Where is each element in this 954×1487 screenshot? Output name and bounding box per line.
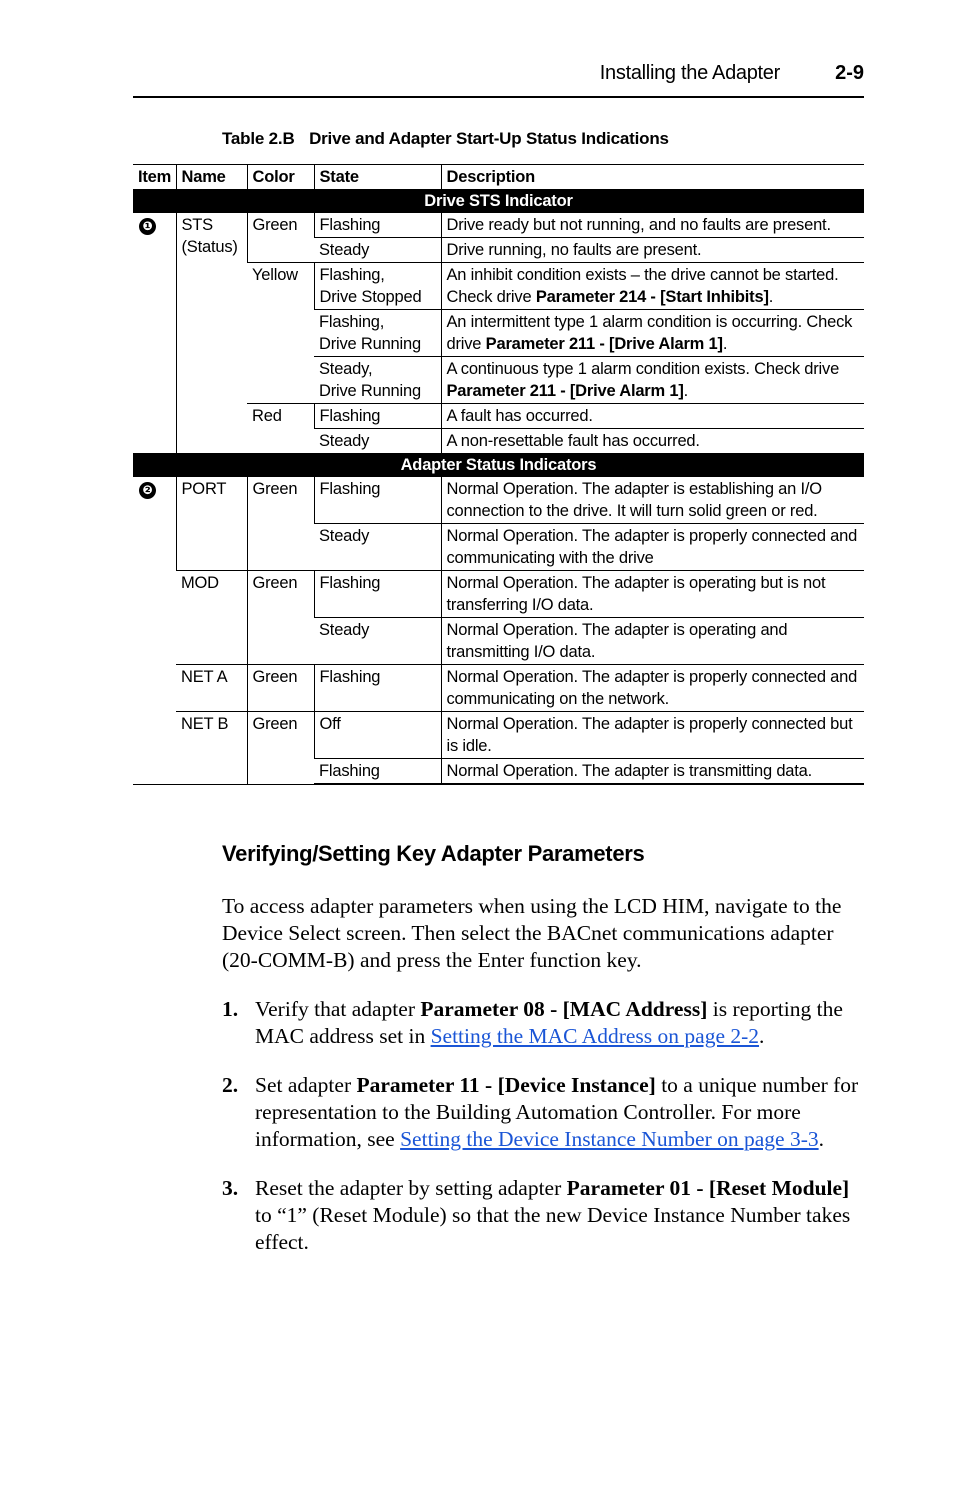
section-title: Drive STS Indicator bbox=[133, 190, 864, 213]
desc-text: . bbox=[683, 382, 689, 400]
name-line: (Status) bbox=[181, 238, 238, 256]
desc-text: . bbox=[768, 288, 774, 306]
item-number-icon: ❶ bbox=[139, 218, 156, 235]
name-cell: PORT bbox=[176, 477, 247, 571]
name-cell: NET A bbox=[176, 665, 247, 712]
state-cell: Flashing bbox=[314, 665, 441, 712]
step-text: . bbox=[759, 1024, 765, 1048]
description-cell: Drive ready but not running, and no faults are present. bbox=[441, 213, 864, 238]
state-cell bbox=[314, 357, 441, 404]
description-cell: Normal Operation. The adapter is properly connected and communicating on the network. bbox=[441, 665, 864, 712]
name-cell: MOD bbox=[176, 571, 247, 665]
intro-paragraph: To access adapter parameters when using the LCD HIM, navigate to the Device Select screen. Then select the BACnet communications adapter (20-COMM-B) and press the Enter function key. bbox=[222, 894, 842, 972]
step-text: Set adapter bbox=[255, 1073, 357, 1097]
description-cell: Drive running, no faults are present. bbox=[441, 238, 864, 263]
table-row bbox=[133, 213, 864, 238]
parameter-ref: Parameter 01 - [Reset Module] bbox=[566, 1176, 850, 1200]
color-cell: Green bbox=[247, 477, 314, 571]
table-header-row bbox=[133, 165, 864, 190]
header-title: Installing the Adapter bbox=[599, 62, 780, 84]
state-line: Flashing, bbox=[319, 266, 385, 284]
name-cell bbox=[176, 213, 247, 454]
step-text: to “1” (Reset Module) so that the new Device Instance Number takes effect. bbox=[255, 1203, 851, 1254]
column-header: Description bbox=[441, 165, 864, 190]
cross-reference-link[interactable]: Setting the Device Instance Number on page 3-3 bbox=[400, 1127, 819, 1151]
description-cell: Normal Operation. The adapter is transmitting data. bbox=[441, 759, 864, 785]
state-cell: Flashing bbox=[314, 213, 441, 238]
state-line: Flashing, bbox=[319, 313, 385, 331]
state-cell: Steady bbox=[314, 618, 441, 665]
table-row bbox=[133, 571, 864, 618]
list-item bbox=[222, 1175, 864, 1256]
description-cell: Normal Operation. The adapter is properly connected but is idle. bbox=[441, 712, 864, 759]
color-cell: Green bbox=[247, 213, 314, 263]
step-text: is reporting the MAC address set in bbox=[255, 997, 843, 1048]
table-row bbox=[133, 477, 864, 524]
state-line: Drive Running bbox=[319, 335, 421, 353]
description-cell: Normal Operation. The adapter is properly connected and communicating with the drive bbox=[441, 524, 864, 571]
table-caption bbox=[222, 129, 669, 149]
step-text: to a unique number for representation to the Building Automation Controller. For more information, see bbox=[255, 1073, 859, 1151]
table-caption-label: Table 2.B bbox=[222, 129, 295, 148]
color-cell: Green bbox=[247, 712, 314, 785]
desc-text: An inhibit condition exists – the drive cannot be started. Check drive bbox=[446, 266, 839, 306]
steps-list bbox=[222, 996, 864, 1278]
parameter-ref: Parameter 11 - [Device Instance] bbox=[356, 1073, 656, 1097]
table-caption-text: Drive and Adapter Start-Up Status Indications bbox=[309, 129, 669, 148]
item-number-icon: ❷ bbox=[139, 482, 156, 499]
state-cell: Steady bbox=[314, 238, 441, 263]
desc-text: . bbox=[722, 335, 728, 353]
section-row bbox=[133, 454, 864, 477]
column-header: State bbox=[314, 165, 441, 190]
cross-reference-link[interactable]: Setting the MAC Address on page 2-2 bbox=[430, 1024, 760, 1048]
step-text: Verify that adapter bbox=[255, 997, 421, 1021]
state-cell: Flashing bbox=[314, 759, 441, 785]
step-number: 2. bbox=[222, 1073, 239, 1097]
section-row bbox=[133, 190, 864, 213]
state-cell: Steady bbox=[314, 524, 441, 571]
table-row bbox=[133, 665, 864, 712]
section-title: Adapter Status Indicators bbox=[133, 454, 864, 477]
list-item bbox=[222, 996, 864, 1050]
desc-text: A continuous type 1 alarm condition exists. Check drive bbox=[446, 360, 840, 378]
name-cell: NET B bbox=[176, 712, 247, 785]
desc-text: An intermittent type 1 alarm condition is occurring. Check drive bbox=[446, 313, 853, 353]
name-line: STS bbox=[181, 216, 213, 234]
state-cell: Flashing bbox=[314, 404, 441, 429]
parameter-ref: Parameter 211 - [Drive Alarm 1] bbox=[446, 382, 684, 400]
state-cell: Off bbox=[314, 712, 441, 759]
description-cell bbox=[441, 310, 864, 357]
state-cell bbox=[314, 263, 441, 310]
description-cell: A fault has occurred. bbox=[441, 404, 864, 429]
item-cell bbox=[133, 213, 176, 454]
description-cell: Normal Operation. The adapter is operating and transmitting I/O data. bbox=[441, 618, 864, 665]
color-cell: Green bbox=[247, 571, 314, 665]
step-number: 1. bbox=[222, 997, 239, 1021]
state-cell bbox=[314, 310, 441, 357]
color-cell: Red bbox=[247, 404, 314, 454]
color-cell: Green bbox=[247, 665, 314, 712]
column-header: Name bbox=[176, 165, 247, 190]
step-text: Reset the adapter by setting adapter bbox=[255, 1176, 567, 1200]
parameter-ref: Parameter 214 - [Start Inhibits] bbox=[535, 288, 769, 306]
description-cell: Normal Operation. The adapter is establishing an I/O connection to the drive. It will turn solid green or red. bbox=[441, 477, 864, 524]
description-cell: Normal Operation. The adapter is operating but is not transferring I/O data. bbox=[441, 571, 864, 618]
item-cell bbox=[133, 477, 176, 785]
section-heading: Verifying/Setting Key Adapter Parameters bbox=[222, 841, 645, 866]
step-text: . bbox=[818, 1127, 824, 1151]
step-number: 3. bbox=[222, 1176, 239, 1200]
color-cell: Yellow bbox=[247, 263, 314, 404]
column-header: Item bbox=[133, 165, 176, 190]
description-cell bbox=[441, 357, 864, 404]
page-number: 2-9 bbox=[835, 62, 864, 84]
state-line: Drive Running bbox=[319, 382, 421, 400]
page-header bbox=[133, 60, 864, 98]
parameter-ref: Parameter 211 - [Drive Alarm 1] bbox=[485, 335, 723, 353]
state-cell: Flashing bbox=[314, 477, 441, 524]
parameter-ref: Parameter 08 - [MAC Address] bbox=[420, 997, 708, 1021]
description-cell bbox=[441, 263, 864, 310]
state-line: Drive Stopped bbox=[319, 288, 422, 306]
state-cell: Flashing bbox=[314, 571, 441, 618]
column-header: Color bbox=[247, 165, 314, 190]
state-cell: Steady bbox=[314, 429, 441, 454]
table-row bbox=[133, 712, 864, 759]
description-cell: A non-resettable fault has occurred. bbox=[441, 429, 864, 454]
list-item bbox=[222, 1072, 864, 1153]
state-line: Steady, bbox=[319, 360, 373, 378]
status-table bbox=[133, 164, 864, 785]
